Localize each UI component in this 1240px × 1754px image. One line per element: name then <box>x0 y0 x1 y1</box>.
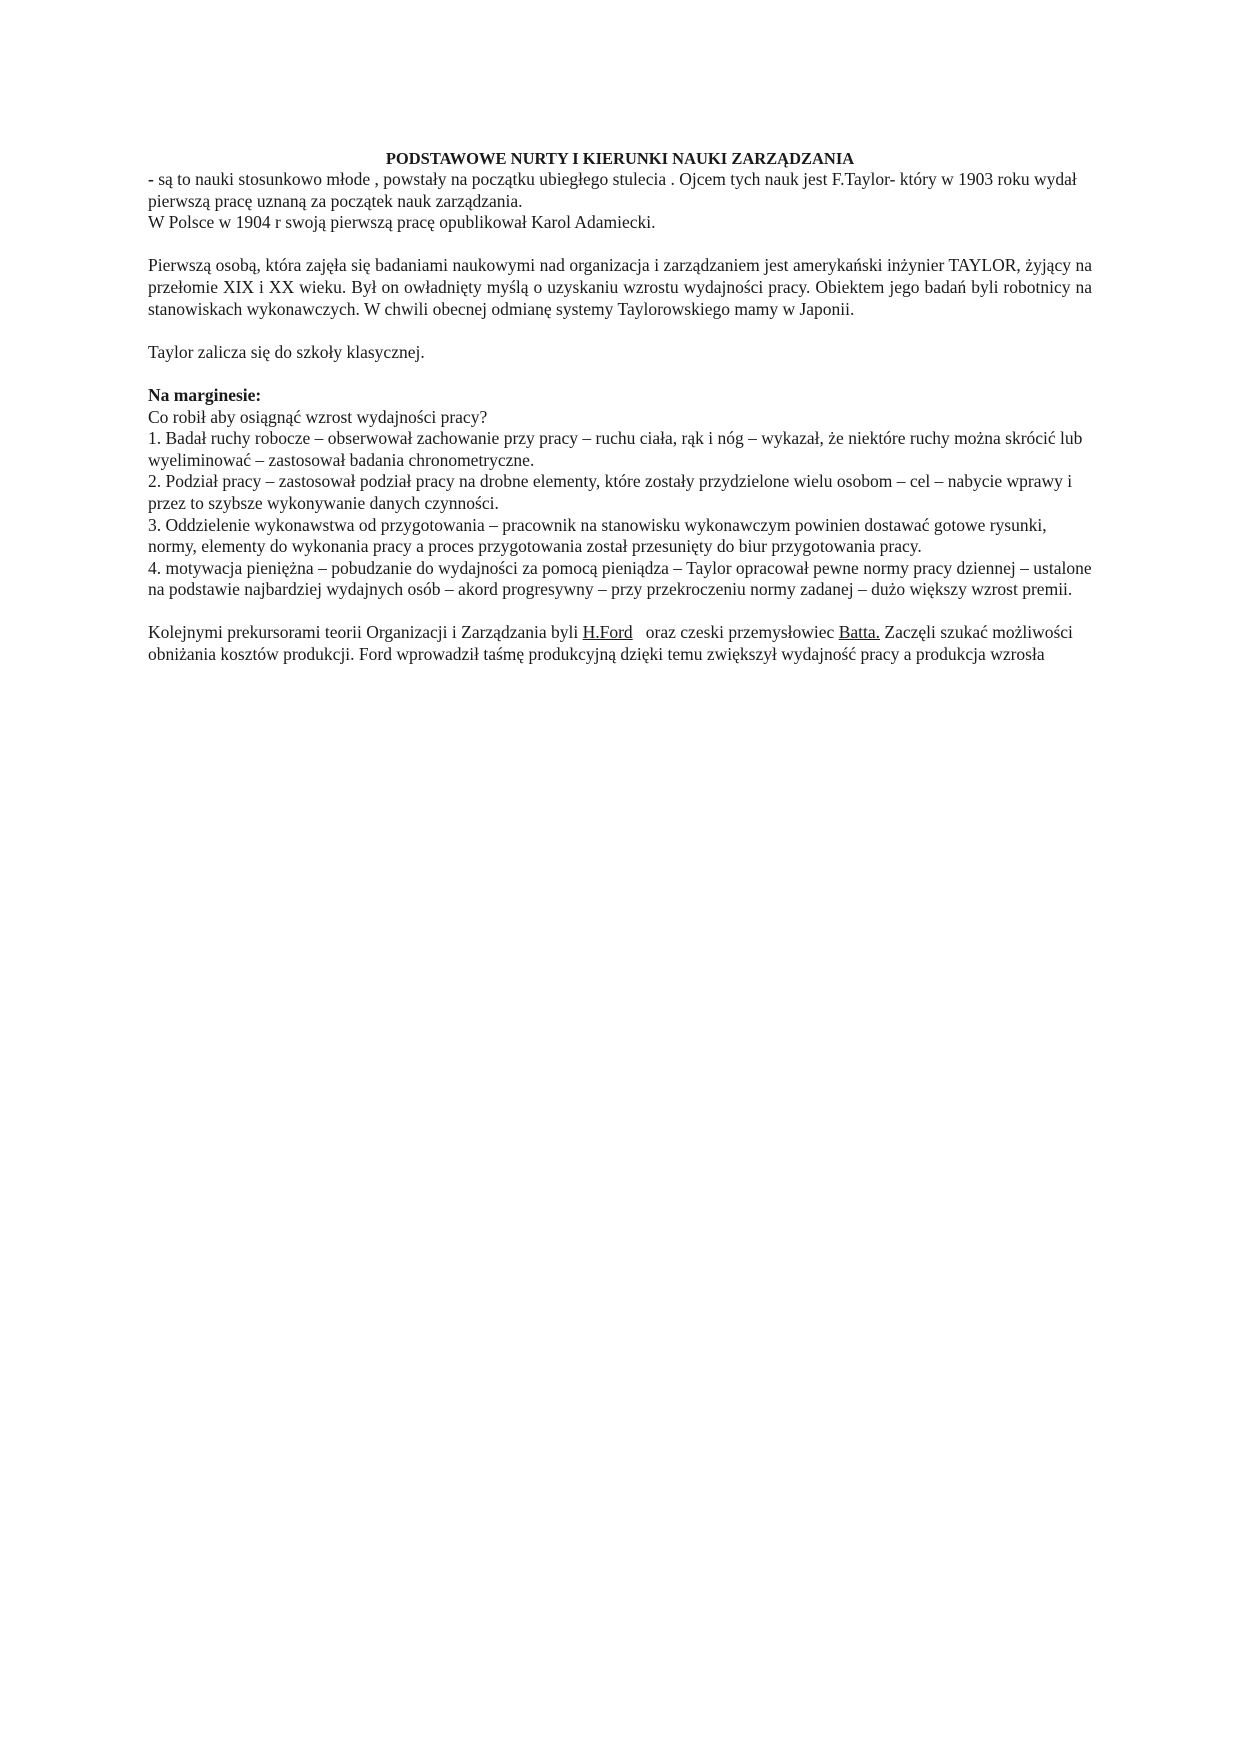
poland-paragraph: W Polsce w 1904 r swoją pierwszą pracę opublikował Karol Adamiecki. <box>148 212 656 233</box>
school-paragraph: Taylor zalicza się do szkoły klasycznej. <box>148 341 425 362</box>
final-text-start: Kolejnymi prekursorami teorii Organizacji i Zarządzania byli <box>148 622 583 643</box>
intro-text: są to nauki stosunkowo młode , powstały na początku ubiegłego stulecia . Ojcem tych nauk jest F.Taylor- który w 1903 roku wydał pierwszą pracę uznaną za początek nauk zarządzania. <box>148 169 1077 211</box>
point-item: 1. Badał ruchy robocze – obserwował zachowanie przy pracy – ruchu ciała, rąk i nóg – wykazał, że niektóre ruchy można skrócić lub wyeliminować – zastosował badania chronometryczne. <box>148 428 1083 470</box>
final-text-end: Zaczęli szukać możliwości obniżania kosztów produkcji. Ford wprowadził taśmę produkcyjną dzięki temu zwiększył wydajność pracy a produkcja wzrosła <box>148 622 1073 665</box>
document-title: PODSTAWOWE NURTY I KIERUNKI NAUKI ZARZĄDZANIA <box>385 149 855 168</box>
margin-heading: Na marginesie: <box>148 384 262 405</box>
paragraph-gap <box>148 363 1092 385</box>
question-line: Co robił aby osiągnąć wzrost wydajności pracy? <box>148 406 488 427</box>
document-page <box>148 148 1092 666</box>
ford-link-text: H.Ford <box>582 622 633 643</box>
intro-paragraph <box>148 169 1092 212</box>
batta-link-text: Batta. <box>838 622 881 643</box>
intro-dash: - <box>148 169 159 189</box>
point-item: 3. Oddzielenie wykonawstwa od przygotowania – pracownik na stanowisku wykonawczym powinien dostawać gotowe rysunki, normy, elementy do wykonania pracy a proces przygotowania został przesunięty do biur przygotowania pracy. <box>148 514 1047 557</box>
point-item: 2. Podział pracy – zastosował podział pracy na drobne elementy, które zostały przydzielone wielu osobom – cel – nabycie wprawy i przez to szybsze wykonywanie danych czynności. <box>148 471 1073 513</box>
paragraph-gap <box>148 320 1092 342</box>
final-text-middle: oraz czeski przemysłowiec <box>632 622 839 643</box>
paragraph-gap <box>148 601 1092 623</box>
final-paragraph <box>148 622 1092 665</box>
taylor-paragraph: Pierwszą osobą, która zajęła się badaniami naukowymi nad organizacja i zarządzaniem jest amerykański inżynier TAYLOR, żyjący na przełomie XIX i XX wieku. Był on owładnięty myślą o uzyskaniu wzrostu wydajności pracy. Obiektem jego badań byli robotnicy na stanowiskach wykonawczych. W chwili obecnej odmianę systemy Taylorowskiego mamy w Japonii. <box>148 255 1092 319</box>
point-item: 4. motywacja pieniężna – pobudzanie do wydajności za pomocą pieniądza – Taylor opracował pewne normy pracy dziennej – ustalone na podstawie najbardziej wydajnych osób – akord progresywny – przy przekroczeniu normy zadanej – dużo większy wzrost premii. <box>148 557 1092 600</box>
paragraph-gap <box>148 234 1092 256</box>
